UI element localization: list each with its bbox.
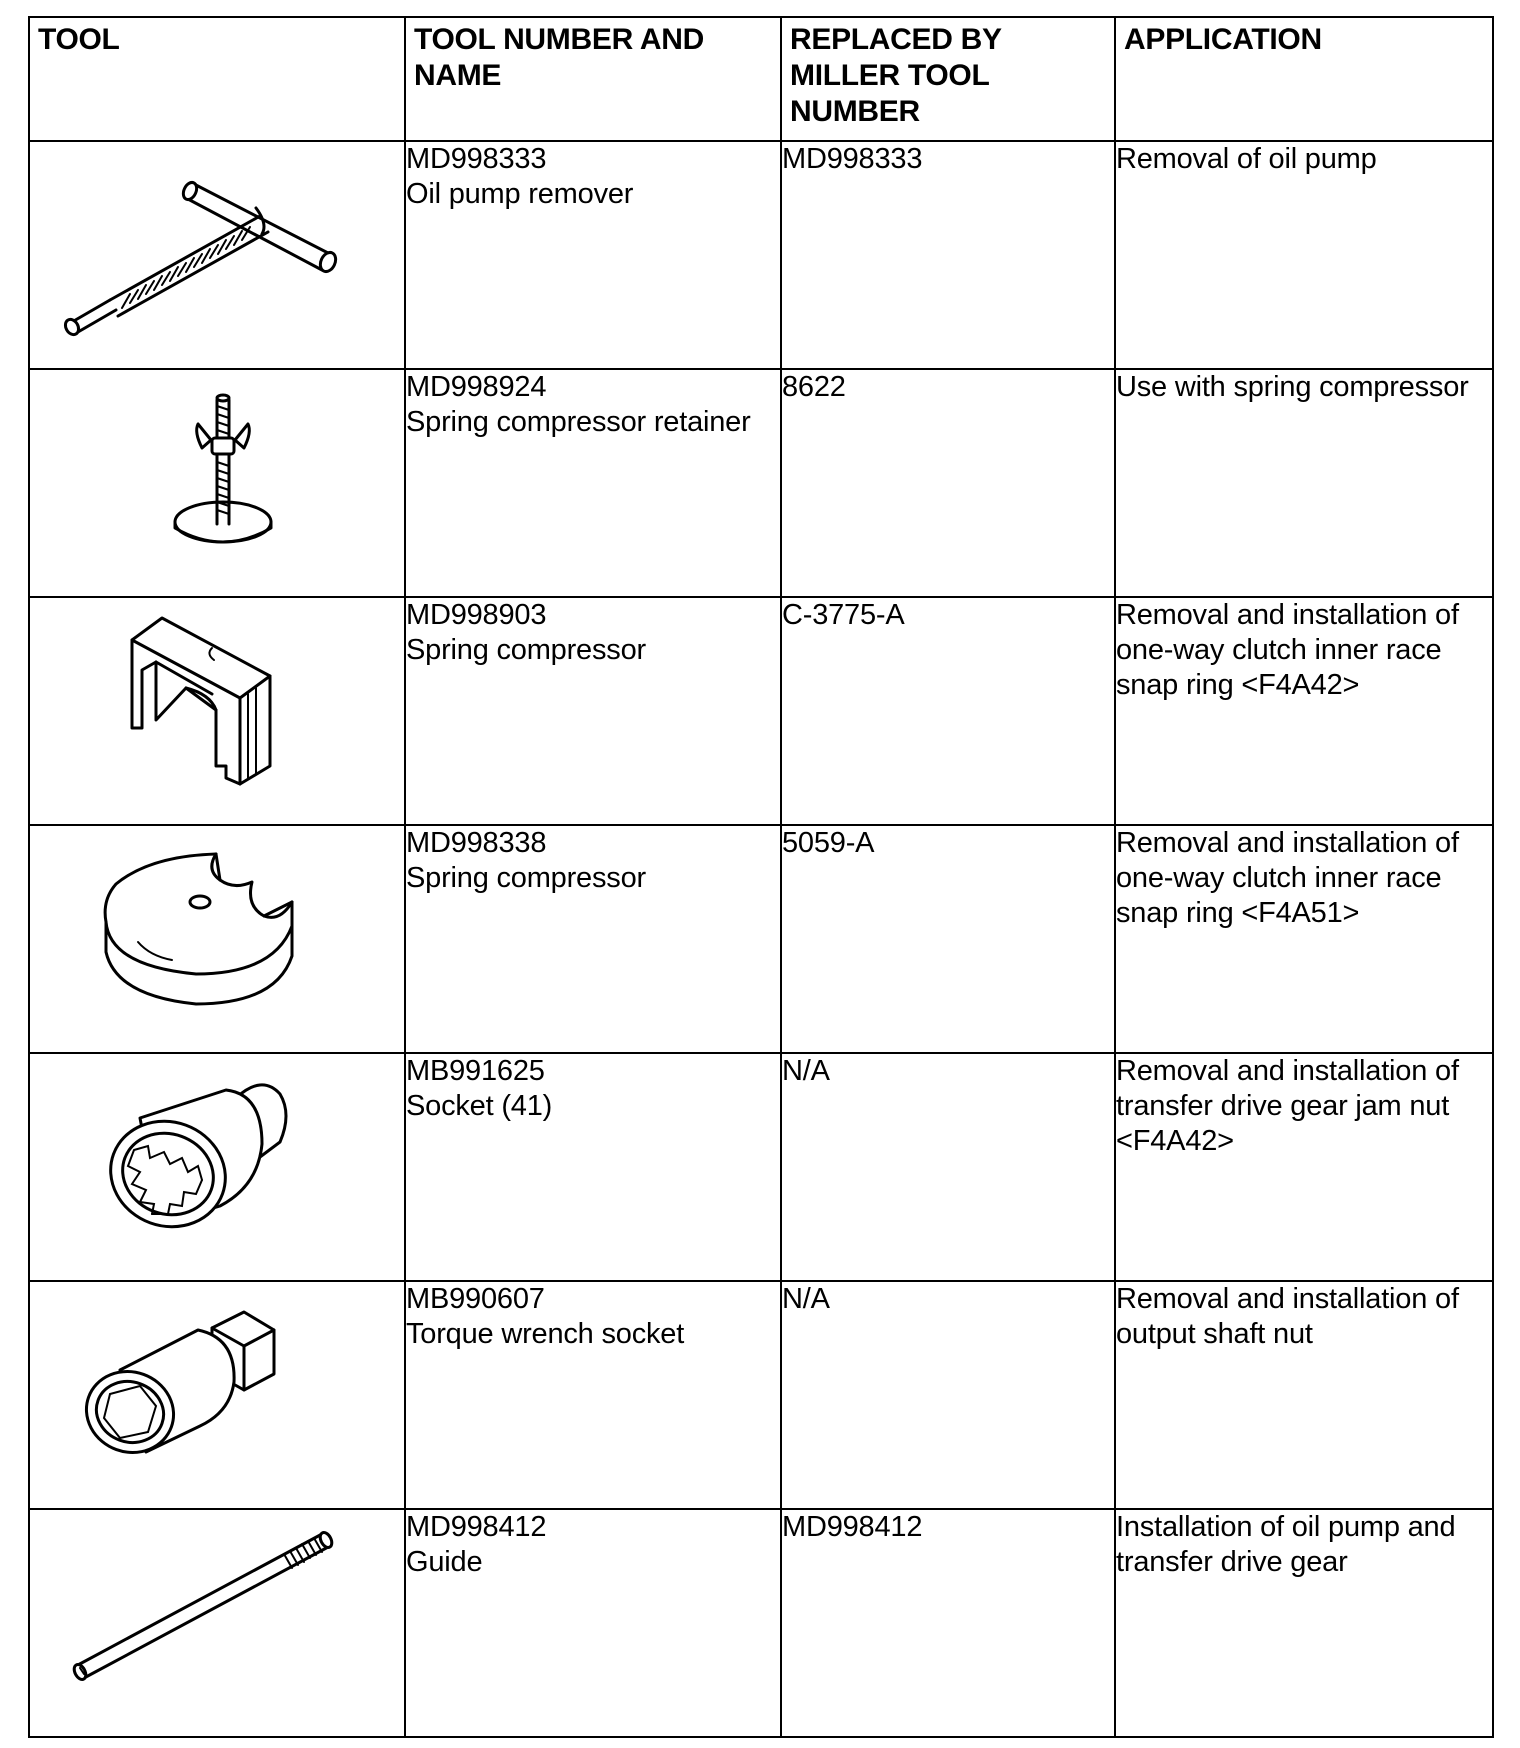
header-tool: TOOL [29, 17, 405, 141]
tool-name: Spring compressor retainer [406, 406, 751, 438]
tool-image-cell [29, 597, 405, 825]
tool-name: Guide [406, 1546, 483, 1578]
header-replaced-by: REPLACED BY MILLER TOOL NUMBER [781, 17, 1115, 141]
tool-number: MB990607 [406, 1283, 545, 1315]
tool-image-cell [29, 369, 405, 597]
application-cell: Removal and installation of one-way clutch inner race snap ring <F4A42> [1115, 597, 1493, 825]
tool-name: Spring compressor [406, 634, 646, 666]
tool-number: MD998412 [406, 1511, 547, 1543]
tool-name: Oil pump remover [406, 178, 634, 210]
table-row [29, 1281, 1493, 1509]
header-application: APPLICATION [1115, 17, 1493, 141]
tool-number: MB991625 [406, 1055, 545, 1087]
tool-name: Spring compressor [406, 862, 646, 894]
table-row [29, 597, 1493, 825]
application-cell: Removal and installation of transfer drive gear jam nut <F4A42> [1115, 1053, 1493, 1281]
guide-rod-icon [30, 1510, 404, 1734]
tool-number: MD998338 [406, 827, 547, 859]
tool-name: Socket (41) [406, 1090, 553, 1122]
table-row [29, 825, 1493, 1053]
spring-compressor-retainer-icon [30, 370, 404, 594]
special-tools-table [28, 16, 1494, 1738]
tool-image-cell [29, 1509, 405, 1737]
table-row [29, 369, 1493, 597]
tool-number: MD998924 [406, 371, 547, 403]
tool-image-cell [29, 1053, 405, 1281]
header-tool-number-name: TOOL NUMBER AND NAME [405, 17, 781, 141]
tool-image-cell [29, 825, 405, 1053]
oil-pump-remover-icon [30, 142, 404, 366]
replaced-by-cell: MD998333 [781, 141, 1115, 369]
spring-compressor-bracket-icon [30, 598, 404, 822]
replaced-by-cell: N/A [781, 1053, 1115, 1281]
replaced-by-cell: C-3775-A [781, 597, 1115, 825]
application-cell: Use with spring compressor [1115, 369, 1493, 597]
spring-compressor-disc-icon [30, 826, 404, 1050]
socket-icon [30, 1054, 404, 1278]
header-row [29, 17, 1493, 141]
tool-number: MD998903 [406, 599, 547, 631]
torque-wrench-socket-icon [30, 1282, 404, 1506]
replaced-by-cell: 8622 [781, 369, 1115, 597]
tool-number: MD998333 [406, 143, 547, 175]
table-row [29, 1509, 1493, 1737]
tool-name: Torque wrench socket [406, 1318, 685, 1350]
application-cell: Installation of oil pump and transfer drive gear [1115, 1509, 1493, 1737]
tool-number-name-cell [405, 825, 781, 1053]
tool-number-name-cell [405, 369, 781, 597]
replaced-by-cell: N/A [781, 1281, 1115, 1509]
application-cell: Removal and installation of one-way clutch inner race snap ring <F4A51> [1115, 825, 1493, 1053]
tool-number-name-cell [405, 597, 781, 825]
tool-image-cell [29, 1281, 405, 1509]
replaced-by-cell: 5059-A [781, 825, 1115, 1053]
tool-number-name-cell [405, 1281, 781, 1509]
tool-number-name-cell [405, 141, 781, 369]
replaced-by-cell: MD998412 [781, 1509, 1115, 1737]
tool-image-cell [29, 141, 405, 369]
tool-number-name-cell [405, 1509, 781, 1737]
table-row [29, 1053, 1493, 1281]
table-row [29, 141, 1493, 369]
tool-number-name-cell [405, 1053, 781, 1281]
application-cell: Removal of oil pump [1115, 141, 1493, 369]
application-cell: Removal and installation of output shaft nut [1115, 1281, 1493, 1509]
